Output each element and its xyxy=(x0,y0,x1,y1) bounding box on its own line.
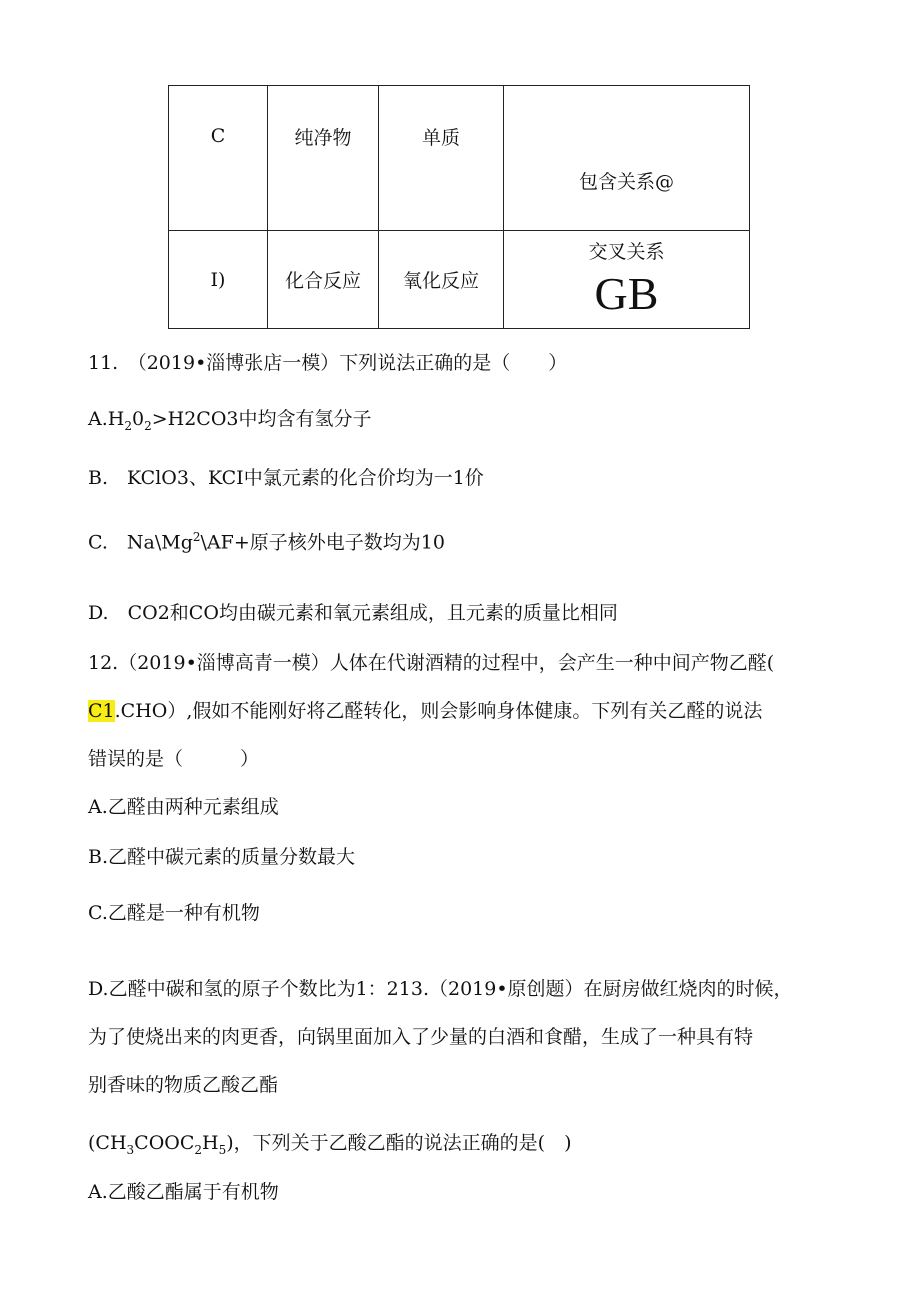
question-13-option-a: A.乙酸乙酯属于有机物 xyxy=(88,1181,279,1203)
table-row xyxy=(169,86,750,231)
table-row xyxy=(169,231,750,329)
concept-x: 化合反应 xyxy=(284,270,361,292)
concept-x: 纯净物 xyxy=(294,126,352,149)
concept-y: 单质 xyxy=(421,126,460,149)
option-letter: I) xyxy=(210,268,226,291)
question-12-option-c: C.乙醛是一种有机物 xyxy=(88,902,260,924)
question-13-formula-line: $(CH_3COOC_2H_5)$，下列关于乙酸乙酯的说法正确的是( ) xyxy=(88,1132,572,1157)
question-12-stem-line3: 错误的是（ ） xyxy=(88,748,260,770)
question-12-option-d-line1: D.乙醛中碳和氢的原子个数比为1：213.（2019•原创题）在厨房做红烧肉的时候， xyxy=(88,978,793,1000)
option-letter: C xyxy=(210,125,226,147)
question-11-option-d: D. CO2和CO均由碳元素和氧元素组成，且元素的质量比相同 xyxy=(88,602,618,624)
classification-table xyxy=(168,85,750,329)
question-11-stem: 11. （2019•淄博张店一模）下列说法正确的是（ ） xyxy=(88,352,568,374)
question-13-stem-line3: 别香味的物质乙酸乙酯 xyxy=(88,1074,279,1096)
relation: 交叉关系 xyxy=(588,241,665,263)
highlight-mark: C1 xyxy=(88,700,115,722)
question-12-option-a: A.乙醛由两种元素组成 xyxy=(88,796,279,818)
question-12-stem-line2: C1.CHO）,假如不能刚好将乙醛转化，则会影响身体健康。下列有关乙醛的说法 xyxy=(88,700,763,722)
question-12-option-b: B.乙醛中碳元素的质量分数最大 xyxy=(88,846,356,868)
gb-logo: GB xyxy=(594,268,659,319)
question-12-stem-line1: 12.（2019•淄博高青一模）人体在代谢酒精的过程中，会产生一种中间产物乙醛( xyxy=(88,652,775,674)
relation: 包含关系@ xyxy=(578,170,674,193)
question-11-option-a: $A.H_20_2>H2CO3$中均含有氢分子 xyxy=(88,408,372,433)
question-11-option-c: C. $Na\backslash Mg^2\backslash AF+$原子核外电子数均为10 xyxy=(88,530,445,554)
question-13-stem-line2: 为了使烧出来的肉更香，向锅里面加入了少量的白酒和食醋，生成了一种具有特 xyxy=(88,1026,754,1048)
question-11-option-b: B. KClO3、KCI中氯元素的化合价均为一1价 xyxy=(88,467,484,489)
concept-y: 氧化反应 xyxy=(402,270,479,292)
